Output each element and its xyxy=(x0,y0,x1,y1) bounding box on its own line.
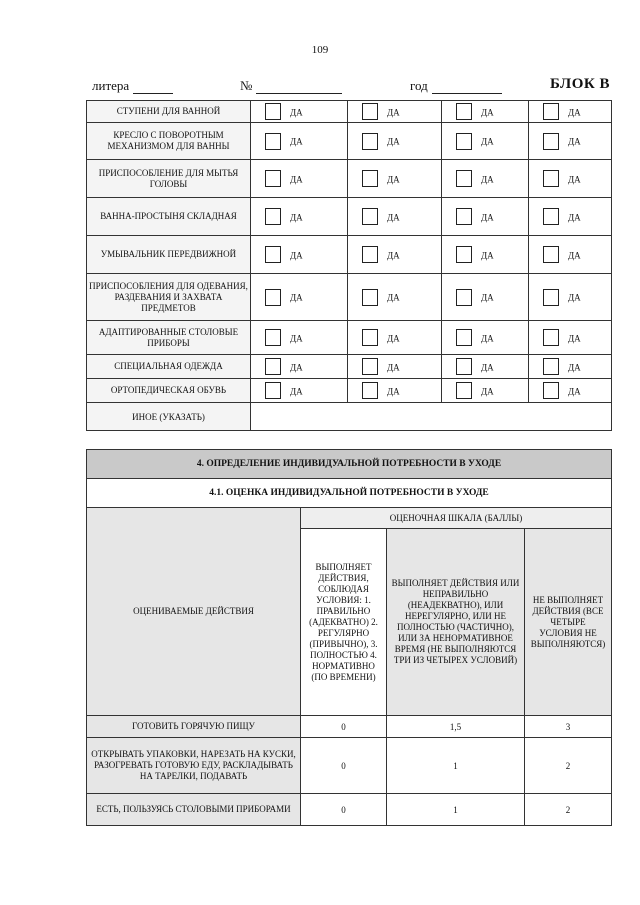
yes-label: ДА xyxy=(387,249,400,260)
device-label: СПЕЦИАЛЬНАЯ ОДЕЖДА xyxy=(87,355,251,379)
device-option-cell xyxy=(348,355,442,379)
section-title: 4. ОПРЕДЕЛЕНИЕ ИНДИВИДУАЛЬНОЙ ПОТРЕБНОСТИ В УХОДЕ xyxy=(87,450,612,479)
device-option-cell xyxy=(348,274,442,321)
yes-checkbox[interactable] xyxy=(456,382,472,399)
device-option-cell xyxy=(529,101,612,123)
yes-checkbox[interactable] xyxy=(543,382,559,399)
god-field[interactable] xyxy=(410,78,502,94)
yes-checkbox[interactable] xyxy=(362,133,378,150)
yes-checkbox[interactable] xyxy=(265,133,281,150)
nomer-label: № xyxy=(240,78,253,93)
device-option-cell xyxy=(251,198,348,236)
yes-label: ДА xyxy=(387,136,400,147)
yes-label: ДА xyxy=(387,106,400,117)
device-option-cell xyxy=(348,321,442,355)
god-blank[interactable] xyxy=(432,81,502,94)
device-option-cell xyxy=(442,379,529,403)
device-option-cell xyxy=(529,123,612,160)
device-option-cell xyxy=(442,355,529,379)
device-label: ПРИСПОСОБЛЕНИЯ ДЛЯ ОДЕВАНИЯ, РАЗДЕВАНИЯ И ЗАХВАТА ПРЕДМЕТОВ xyxy=(87,274,251,321)
device-option-cell xyxy=(442,123,529,160)
device-option-cell xyxy=(348,198,442,236)
form-header xyxy=(92,76,610,96)
yes-checkbox[interactable] xyxy=(362,208,378,225)
device-option-cell xyxy=(529,198,612,236)
device-option-cell xyxy=(348,236,442,274)
yes-label: ДА xyxy=(387,361,400,372)
yes-label: ДА xyxy=(387,211,400,222)
yes-label: ДА xyxy=(290,385,303,396)
yes-checkbox[interactable] xyxy=(543,329,559,346)
yes-label: ДА xyxy=(481,106,494,117)
yes-label: ДА xyxy=(568,385,581,396)
action-label: ОТКРЫВАТЬ УПАКОВКИ, НАРЕЗАТЬ НА КУСКИ, РАЗОГРЕВАТЬ ГОТОВУЮ ЕДУ, РАСКЛАДЫВАТЬ НА ТАРЕЛКИ, ПОДАВАТЬ xyxy=(87,738,301,794)
yes-label: ДА xyxy=(568,136,581,147)
yes-label: ДА xyxy=(290,292,303,303)
device-option-cell xyxy=(251,236,348,274)
device-row xyxy=(87,198,612,236)
yes-checkbox[interactable] xyxy=(265,208,281,225)
scale-column-2: НЕ ВЫПОЛНЯЕТ ДЕЙСТВИЯ (ВСЕ ЧЕТЫРЕ УСЛОВИЯ НЕ ВЫПОЛНЯЮТСЯ) xyxy=(525,529,612,716)
yes-label: ДА xyxy=(481,136,494,147)
device-option-cell xyxy=(529,160,612,198)
score-cell[interactable]: 3 xyxy=(525,716,612,738)
device-option-cell xyxy=(529,274,612,321)
device-label: АДАПТИРОВАННЫЕ СТОЛОВЫЕ ПРИБОРЫ xyxy=(87,321,251,355)
yes-label: ДА xyxy=(568,292,581,303)
device-option-cell xyxy=(348,379,442,403)
yes-label: ДА xyxy=(568,249,581,260)
yes-checkbox[interactable] xyxy=(362,170,378,187)
device-label: ПРИСПОСОБЛЕНИЕ ДЛЯ МЫТЬЯ ГОЛОВЫ xyxy=(87,160,251,198)
nomer-field[interactable] xyxy=(240,78,342,94)
yes-checkbox[interactable] xyxy=(456,103,472,120)
action-row xyxy=(87,794,612,826)
yes-label: ДА xyxy=(568,361,581,372)
other-label: ИНОЕ (УКАЗАТЬ) xyxy=(87,403,251,431)
device-row xyxy=(87,236,612,274)
device-option-cell xyxy=(529,321,612,355)
yes-label: ДА xyxy=(290,173,303,184)
device-option-cell xyxy=(529,236,612,274)
yes-checkbox[interactable] xyxy=(265,329,281,346)
device-option-cell xyxy=(442,236,529,274)
yes-checkbox[interactable] xyxy=(543,246,559,263)
yes-label: ДА xyxy=(387,173,400,184)
yes-checkbox[interactable] xyxy=(362,103,378,120)
yes-checkbox[interactable] xyxy=(456,170,472,187)
yes-label: ДА xyxy=(290,361,303,372)
scale-column-0: ВЫПОЛНЯЕТ ДЕЙСТВИЯ, СОБЛЮДАЯ УСЛОВИЯ: 1. ПРАВИЛЬНО (АДЕКВАТНО) 2. РЕГУЛЯРНО (ПРИВЫЧНО), 3. ПОЛНОСТЬЮ 4. НОРМАТИВНО (ПО ВРЕМЕНИ) xyxy=(301,529,387,716)
device-option-cell xyxy=(348,101,442,123)
device-option-cell xyxy=(251,274,348,321)
device-option-cell xyxy=(251,123,348,160)
care-needs-table xyxy=(86,449,612,826)
yes-checkbox[interactable] xyxy=(265,170,281,187)
yes-checkbox[interactable] xyxy=(362,246,378,263)
score-cell[interactable]: 1,5 xyxy=(387,716,525,738)
yes-checkbox[interactable] xyxy=(456,289,472,306)
god-label: год xyxy=(410,78,428,93)
device-label: УМЫВАЛЬНИК ПЕРЕДВИЖНОЙ xyxy=(87,236,251,274)
device-option-cell xyxy=(251,101,348,123)
yes-label: ДА xyxy=(568,173,581,184)
device-option-cell xyxy=(529,355,612,379)
actions-header: ОЦЕНИВАЕМЫЕ ДЕЙСТВИЯ xyxy=(87,508,301,716)
litera-field[interactable] xyxy=(92,78,173,94)
scale-column-1: ВЫПОЛНЯЕТ ДЕЙСТВИЯ ИЛИ НЕПРАВИЛЬНО (НЕАДЕКВАТНО), ИЛИ НЕРЕГУЛЯРНО, ИЛИ НЕ ПОЛНОСТЬЮ (ЧАСТИЧНО), ИЛИ ЗА НЕНОРМАТИВНОЕ ВРЕМЯ (НЕ ВЫПОЛНЯЮТСЯ ТРИ ИЗ ЧЕТЫРЕХ УСЛОВИЙ) xyxy=(387,529,525,716)
other-input-cell[interactable] xyxy=(251,403,612,431)
action-label: ГОТОВИТЬ ГОРЯЧУЮ ПИЩУ xyxy=(87,716,301,738)
device-label: ВАННА-ПРОСТЫНЯ СКЛАДНАЯ xyxy=(87,198,251,236)
device-option-cell xyxy=(251,379,348,403)
yes-checkbox[interactable] xyxy=(362,358,378,375)
device-label: ОРТОПЕДИЧЕСКАЯ ОБУВЬ xyxy=(87,379,251,403)
score-cell[interactable]: 1 xyxy=(387,794,525,826)
yes-label: ДА xyxy=(568,106,581,117)
device-row xyxy=(87,274,612,321)
section-subtitle: 4.1. ОЦЕНКА ИНДИВИДУАЛЬНОЙ ПОТРЕБНОСТИ В УХОДЕ xyxy=(87,479,612,508)
device-row xyxy=(87,355,612,379)
score-cell[interactable]: 0 xyxy=(301,738,387,794)
yes-label: ДА xyxy=(290,136,303,147)
yes-label: ДА xyxy=(290,211,303,222)
yes-checkbox[interactable] xyxy=(456,329,472,346)
assistive-devices-table xyxy=(86,100,612,431)
yes-checkbox[interactable] xyxy=(543,208,559,225)
yes-label: ДА xyxy=(481,211,494,222)
device-row xyxy=(87,160,612,198)
device-row xyxy=(87,101,612,123)
device-option-cell xyxy=(251,355,348,379)
yes-checkbox[interactable] xyxy=(265,289,281,306)
device-option-cell xyxy=(251,321,348,355)
score-cell[interactable]: 2 xyxy=(525,738,612,794)
yes-label: ДА xyxy=(387,385,400,396)
yes-checkbox[interactable] xyxy=(362,382,378,399)
nomer-blank[interactable] xyxy=(256,81,342,94)
yes-label: ДА xyxy=(568,332,581,343)
device-option-cell xyxy=(442,321,529,355)
device-option-cell xyxy=(251,160,348,198)
device-row xyxy=(87,321,612,355)
yes-label: ДА xyxy=(290,332,303,343)
device-row xyxy=(87,123,612,160)
device-option-cell xyxy=(442,101,529,123)
device-option-cell xyxy=(348,123,442,160)
action-row xyxy=(87,738,612,794)
block-title: БЛОК В xyxy=(549,76,610,92)
yes-checkbox[interactable] xyxy=(265,358,281,375)
yes-label: ДА xyxy=(568,211,581,222)
device-option-cell xyxy=(442,274,529,321)
yes-label: ДА xyxy=(387,292,400,303)
score-cell[interactable]: 2 xyxy=(525,794,612,826)
yes-checkbox[interactable] xyxy=(265,382,281,399)
litera-blank[interactable] xyxy=(133,81,173,94)
device-option-cell xyxy=(348,160,442,198)
yes-checkbox[interactable] xyxy=(456,208,472,225)
yes-checkbox[interactable] xyxy=(265,246,281,263)
score-cell[interactable]: 0 xyxy=(301,794,387,826)
score-cell[interactable]: 1 xyxy=(387,738,525,794)
yes-checkbox[interactable] xyxy=(456,133,472,150)
yes-checkbox[interactable] xyxy=(362,289,378,306)
score-cell[interactable]: 0 xyxy=(301,716,387,738)
device-label: СТУПЕНИ ДЛЯ ВАННОЙ xyxy=(87,101,251,123)
yes-checkbox[interactable] xyxy=(265,103,281,120)
yes-checkbox[interactable] xyxy=(362,329,378,346)
yes-checkbox[interactable] xyxy=(543,170,559,187)
yes-label: ДА xyxy=(290,249,303,260)
device-option-cell xyxy=(442,198,529,236)
yes-label: ДА xyxy=(481,361,494,372)
yes-checkbox[interactable] xyxy=(543,289,559,306)
litera-label: литера xyxy=(92,78,130,93)
action-label: ЕСТЬ, ПОЛЬЗУЯСЬ СТОЛОВЫМИ ПРИБОРАМИ xyxy=(87,794,301,826)
yes-label: ДА xyxy=(481,249,494,260)
page-number: 109 xyxy=(311,44,329,56)
device-option-cell xyxy=(529,379,612,403)
device-option-cell xyxy=(442,160,529,198)
yes-checkbox[interactable] xyxy=(456,246,472,263)
action-row xyxy=(87,716,612,738)
yes-checkbox[interactable] xyxy=(543,358,559,375)
yes-checkbox[interactable] xyxy=(456,358,472,375)
yes-label: ДА xyxy=(481,292,494,303)
other-row xyxy=(87,403,612,431)
device-label: КРЕСЛО С ПОВОРОТНЫМ МЕХАНИЗМОМ ДЛЯ ВАННЫ xyxy=(87,123,251,160)
yes-label: ДА xyxy=(290,106,303,117)
yes-checkbox[interactable] xyxy=(543,103,559,120)
yes-label: ДА xyxy=(481,385,494,396)
yes-label: ДА xyxy=(481,332,494,343)
scale-header: ОЦЕНОЧНАЯ ШКАЛА (БАЛЛЫ) xyxy=(301,508,612,529)
yes-checkbox[interactable] xyxy=(543,133,559,150)
yes-label: ДА xyxy=(387,332,400,343)
yes-label: ДА xyxy=(481,173,494,184)
device-row xyxy=(87,379,612,403)
